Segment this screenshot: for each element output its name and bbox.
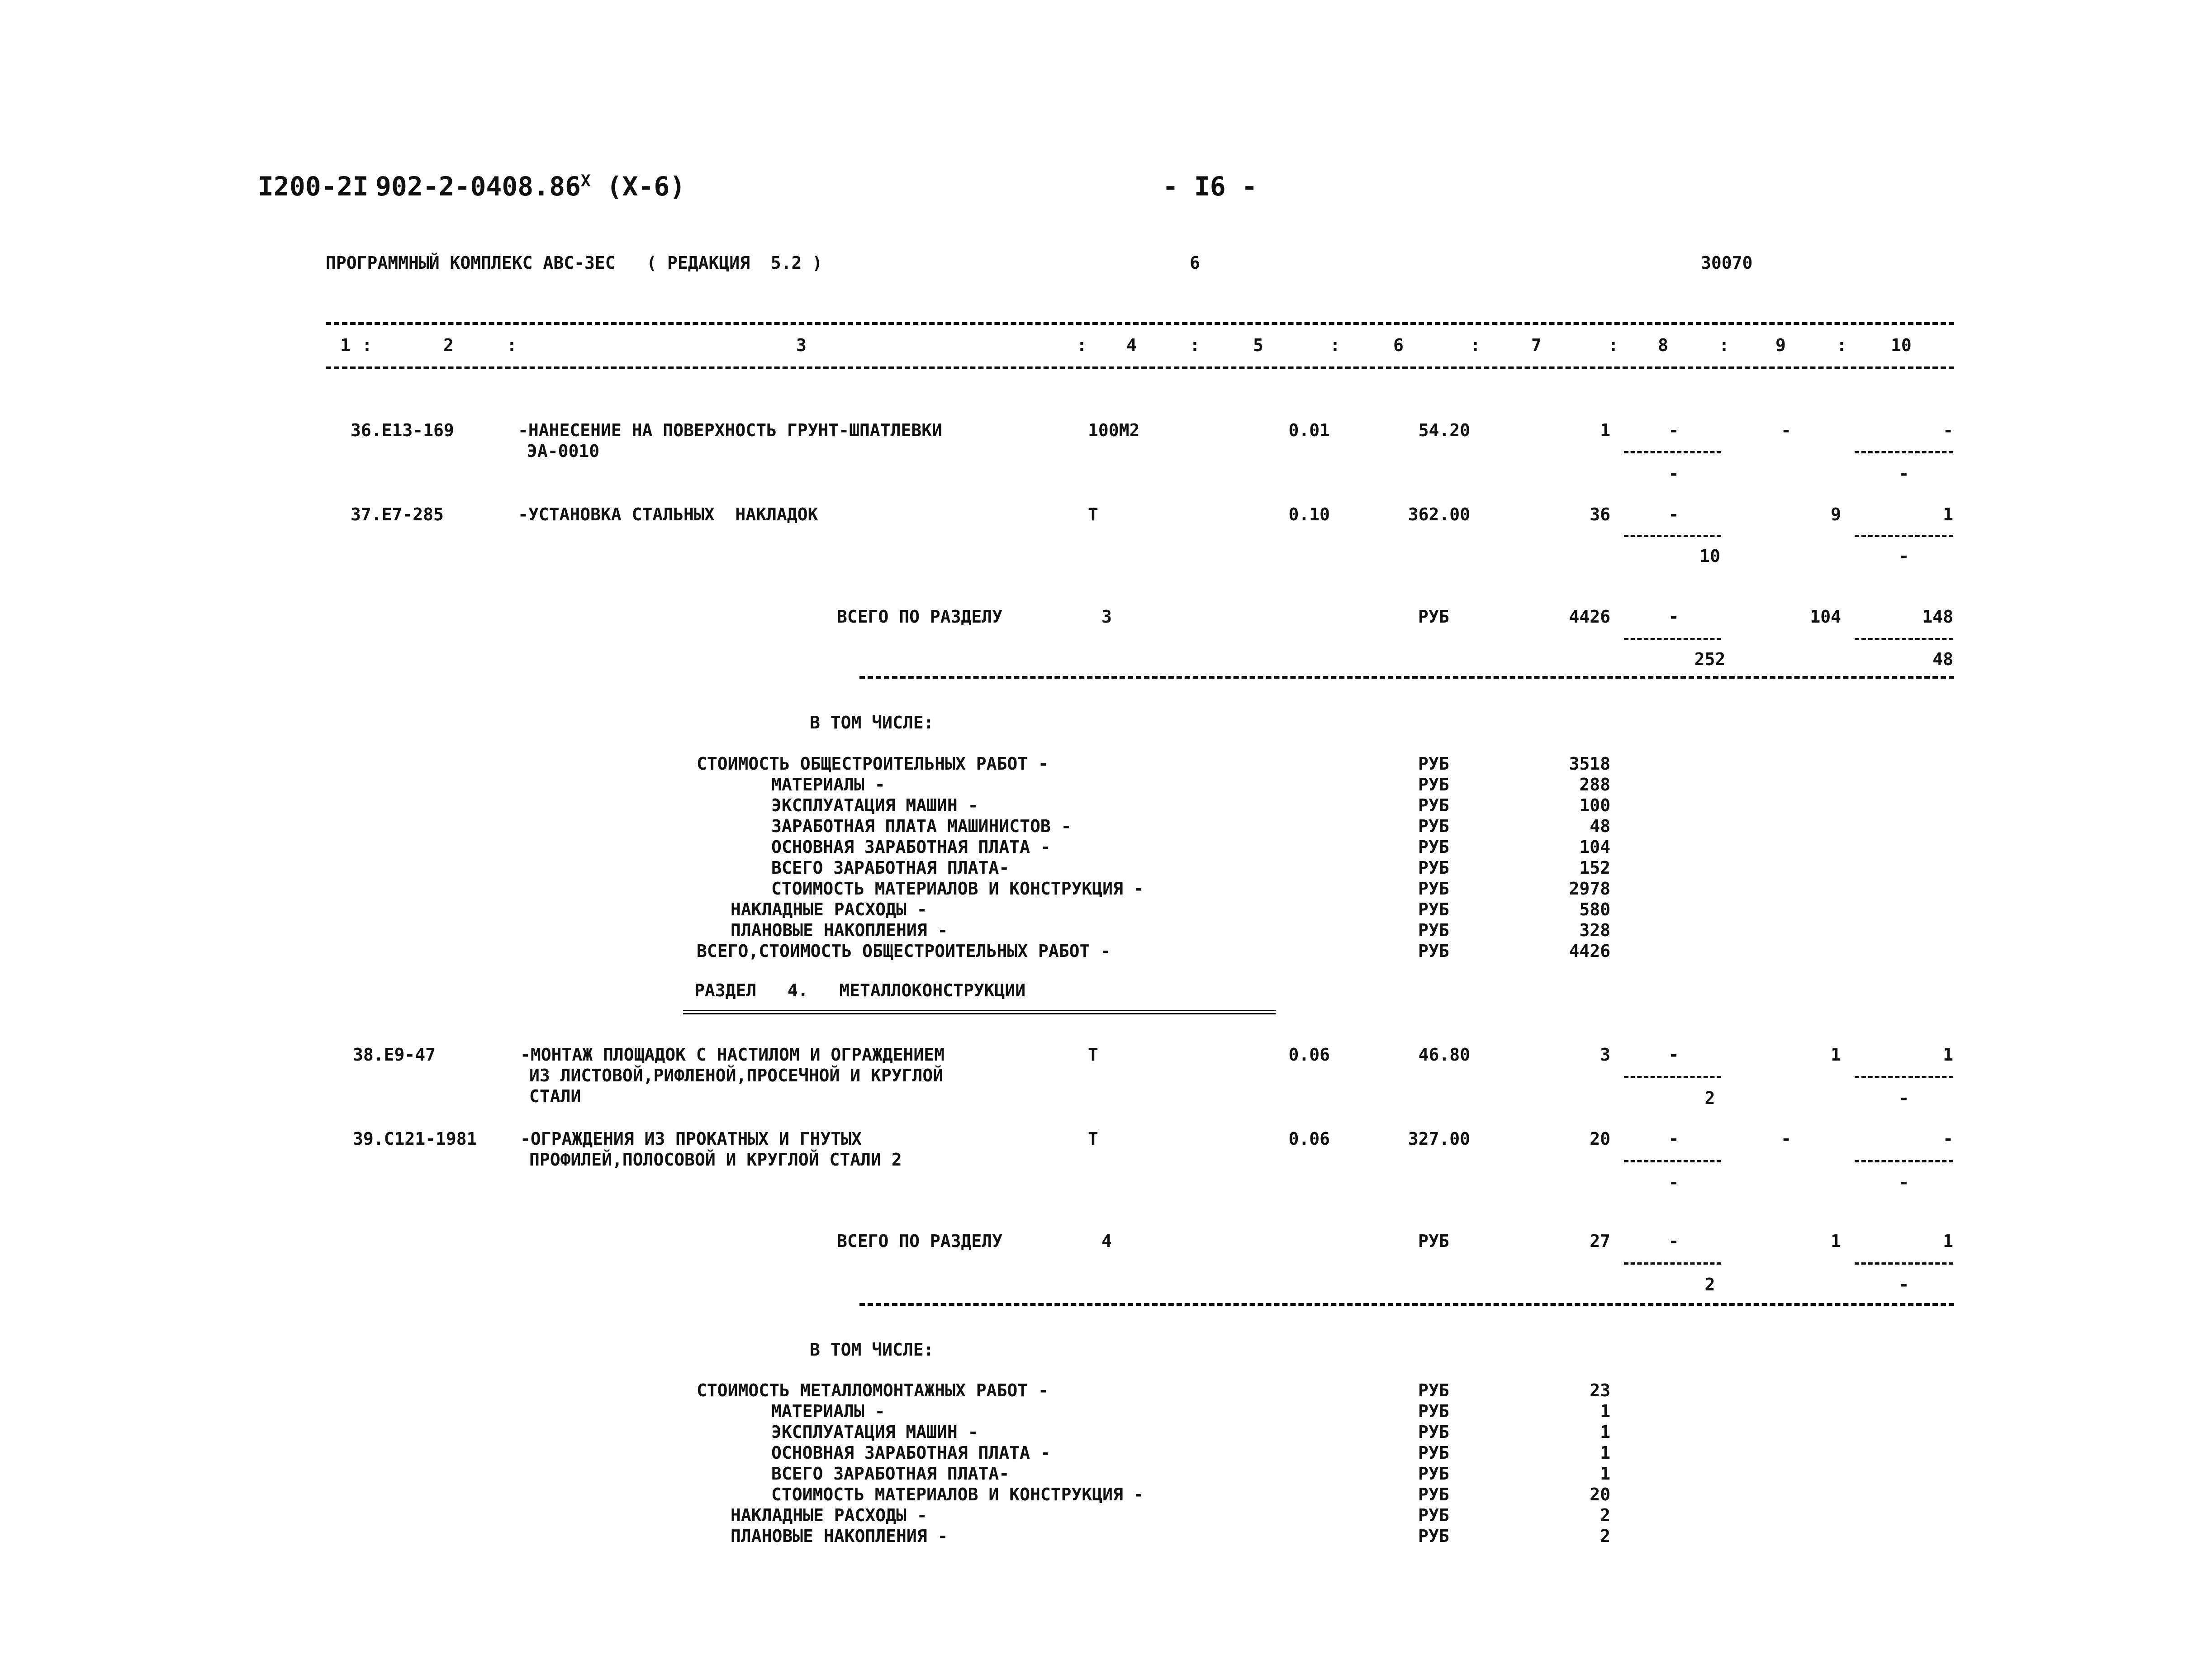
row-price: 54.20: [1418, 420, 1470, 440]
breakdown-unit: РУБ: [1418, 1422, 1449, 1442]
breakdown-label: ЭКСПЛУАТАЦИЯ МАШИН -: [771, 795, 978, 815]
breakdown-value: 23: [1590, 1380, 1610, 1400]
total-col10-divider: [1855, 638, 1953, 640]
program-code: 30070: [1701, 253, 1753, 273]
breakdown-value: 1: [1600, 1443, 1610, 1463]
including-label: В ТОМ ЧИСЛЕ:: [810, 713, 934, 733]
total-col9: 104: [1810, 607, 1841, 627]
breakdown-label: ВСЕГО,СТОИМОСТЬ ОБЩЕСТРОИТЕЛЬНЫХ РАБОТ -: [697, 941, 1111, 961]
row-qty: 0.10: [1288, 504, 1330, 524]
breakdown-label: ВСЕГО ЗАРАБОТНАЯ ПЛАТА-: [771, 858, 1010, 878]
row-col8-divider: [1624, 1076, 1721, 1078]
row-price: 46.80: [1418, 1045, 1470, 1065]
col-2: 2: [443, 335, 454, 355]
breakdown-label: МАТЕРИАЛЫ -: [771, 775, 885, 795]
col-1: 1: [340, 335, 351, 355]
breakdown-label: МАТЕРИАЛЫ -: [771, 1401, 885, 1421]
breakdown-value: 100: [1579, 795, 1610, 815]
breakdown-label: ПЛАНОВЫЕ НАКОПЛЕНИЯ -: [731, 1526, 948, 1546]
col-sep: :: [1837, 335, 1847, 355]
row-col9: 9: [1831, 504, 1841, 524]
row-col10-bottom: -: [1899, 546, 1909, 566]
total-col8-bottom: 2: [1704, 1275, 1715, 1294]
row-col10-bottom: -: [1899, 464, 1909, 484]
total-col10-bottom: -: [1899, 1275, 1909, 1294]
col-5: 5: [1253, 335, 1263, 355]
doc-number: [375, 171, 685, 202]
row-col10-top: -: [1943, 1129, 1953, 1149]
row-col10-top: -: [1943, 420, 1953, 440]
breakdown-label: ПЛАНОВЫЕ НАКОПЛЕНИЯ -: [731, 920, 948, 940]
row-col7: 1: [1600, 420, 1610, 440]
total-col8-divider: [1624, 638, 1721, 640]
row-col8-bottom: -: [1668, 464, 1679, 484]
row-col10-divider: [1855, 1076, 1953, 1078]
row-price: 327.00: [1408, 1129, 1470, 1149]
breakdown-value: 3518: [1569, 754, 1610, 774]
row-description: -УСТАНОВКА СТАЛЬНЫХ НАКЛАДОК: [518, 504, 818, 524]
breakdown-value: 48: [1590, 816, 1610, 836]
row-qty: 0.06: [1288, 1045, 1330, 1065]
breakdown-label: СТОИМОСТЬ МЕТАЛЛОМОНТАЖНЫХ РАБОТ -: [697, 1380, 1049, 1400]
breakdown-unit: РУБ: [1418, 920, 1449, 940]
breakdown-label: ЭКСПЛУАТАЦИЯ МАШИН -: [771, 1422, 978, 1442]
row-description-cont: ЭА-0010: [527, 441, 600, 461]
row-col10-top: 1: [1943, 1045, 1953, 1065]
row-col8-divider: [1624, 535, 1721, 537]
row-col8-top: -: [1668, 1129, 1679, 1149]
row-number: 37.Е7-285: [351, 504, 444, 524]
breakdown-label: СТОИМОСТЬ МАТЕРИАЛОВ И КОНСТРУКЦИЯ -: [771, 879, 1144, 899]
breakdown-label: ВСЕГО ЗАРАБОТНАЯ ПЛАТА-: [771, 1464, 1010, 1484]
program-sheet: 6: [1190, 253, 1200, 273]
breakdown-label: НАКЛАДНЫЕ РАСХОДЫ -: [731, 1505, 927, 1525]
breakdown-value: 20: [1590, 1485, 1610, 1504]
row-col8-divider: [1624, 1160, 1721, 1162]
row-col7: 3: [1600, 1045, 1610, 1065]
breakdown-unit: РУБ: [1418, 754, 1449, 774]
col-sep: :: [1077, 335, 1087, 355]
total-col8-bottom: 252: [1694, 649, 1726, 669]
col-sep: :: [1330, 335, 1340, 355]
section-title-underline: [683, 1010, 1276, 1014]
col-sep: :: [1608, 335, 1619, 355]
breakdown-value: 328: [1579, 920, 1610, 940]
row-unit: Т: [1088, 504, 1098, 524]
breakdown-label: ЗАРАБОТНАЯ ПЛАТА МАШИНИСТОВ -: [771, 816, 1072, 836]
row-col10-top: 1: [1943, 504, 1953, 524]
row-col8-top: -: [1668, 420, 1679, 440]
breakdown-label: СТОИМОСТЬ МАТЕРИАЛОВ И КОНСТРУКЦИЯ -: [771, 1485, 1144, 1504]
row-number: 38.Е9-47: [353, 1045, 436, 1065]
breakdown-value: 288: [1579, 775, 1610, 795]
col-9: 9: [1775, 335, 1786, 355]
total-unit: РУБ: [1418, 1231, 1449, 1251]
breakdown-unit: РУБ: [1418, 1505, 1449, 1525]
col-6: 6: [1393, 335, 1404, 355]
row-description-cont: ПРОФИЛЕЙ,ПОЛОСОВОЙ И КРУГЛОЙ СТАЛИ 2: [529, 1150, 902, 1170]
row-description-cont: ИЗ ЛИСТОВОЙ,РИФЛЕНОЙ,ПРОСЕЧНОЙ И КРУГЛОЙ: [529, 1066, 944, 1085]
row-col8-bottom: -: [1668, 1172, 1679, 1192]
row-col10-bottom: -: [1899, 1088, 1909, 1108]
breakdown-label: ОСНОВНАЯ ЗАРАБОТНАЯ ПЛАТА -: [771, 1443, 1051, 1463]
breakdown-unit: РУБ: [1418, 1526, 1449, 1546]
row-col8-bottom: 2: [1704, 1088, 1715, 1108]
breakdown-label: НАКЛАДНЫЕ РАСХОДЫ -: [731, 899, 927, 919]
doc-number-main: 902-2-0408.86: [375, 171, 581, 202]
breakdown-value: 4426: [1569, 941, 1610, 961]
col-3: 3: [796, 335, 807, 355]
row-description: -МОНТАЖ ПЛОЩАДОК С НАСТИЛОМ И ОГРАЖДЕНИЕМ: [520, 1045, 945, 1065]
section-title: РАЗДЕЛ 4. МЕТАЛЛОКОНСТРУКЦИИ: [694, 980, 1026, 1000]
breakdown-value: 2: [1600, 1505, 1610, 1525]
row-col10-divider: [1855, 535, 1953, 537]
total-rule: [859, 676, 1954, 679]
breakdown-unit: РУБ: [1418, 1401, 1449, 1421]
including-label: В ТОМ ЧИСЛЕ:: [810, 1340, 934, 1360]
total-col10-bottom: 48: [1932, 649, 1953, 669]
breakdown-unit: РУБ: [1418, 1443, 1449, 1463]
col-7: 7: [1531, 335, 1542, 355]
row-col7: 20: [1590, 1129, 1610, 1149]
header-rule-bottom: [326, 366, 1954, 369]
breakdown-unit: РУБ: [1418, 941, 1449, 961]
breakdown-unit: РУБ: [1418, 775, 1449, 795]
breakdown-unit: РУБ: [1418, 879, 1449, 899]
total-col10-top: 1: [1943, 1231, 1953, 1251]
row-description: -НАНЕСЕНИЕ НА ПОВЕРХНОСТЬ ГРУНТ-ШПАТЛЕВКИ: [518, 420, 942, 440]
program-name: ПРОГРАММНЫЙ КОМПЛЕКС АВС-3ЕС ( РЕДАКЦИЯ 5.2 ): [326, 253, 823, 273]
total-col10-top: 148: [1922, 607, 1953, 627]
breakdown-value: 580: [1579, 899, 1610, 919]
row-number: 39.С121-1981: [353, 1129, 477, 1149]
row-col9: -: [1781, 420, 1791, 440]
row-col10-divider: [1855, 1160, 1953, 1162]
col-sep: :: [507, 335, 517, 355]
page-code: I200-2I: [258, 171, 369, 202]
total-unit: РУБ: [1418, 607, 1449, 627]
total-col8-top: -: [1668, 1231, 1679, 1251]
breakdown-value: 104: [1579, 837, 1610, 857]
breakdown-label: СТОИМОСТЬ ОБЩЕСТРОИТЕЛЬНЫХ РАБОТ -: [697, 754, 1049, 774]
page-number: - I6 -: [1163, 171, 1258, 202]
row-qty: 0.06: [1288, 1129, 1330, 1149]
breakdown-value: 1: [1600, 1422, 1610, 1442]
row-number: 36.Е13-169: [351, 420, 454, 440]
col-sep: :: [1190, 335, 1200, 355]
breakdown-unit: РУБ: [1418, 858, 1449, 878]
row-col10-divider: [1855, 451, 1953, 453]
col-sep: :: [362, 335, 372, 355]
row-col9: -: [1781, 1129, 1791, 1149]
breakdown-value: 2: [1600, 1526, 1610, 1546]
col-10: 10: [1891, 335, 1912, 355]
breakdown-unit: РУБ: [1418, 837, 1449, 857]
breakdown-value: 1: [1600, 1401, 1610, 1421]
col-sep: :: [1719, 335, 1729, 355]
row-col10-bottom: -: [1899, 1172, 1909, 1192]
breakdown-value: 2978: [1569, 879, 1610, 899]
col-8: 8: [1658, 335, 1668, 355]
header-rule-top: [326, 322, 1954, 325]
total-col10-divider: [1855, 1262, 1953, 1265]
row-col8-top: -: [1668, 1045, 1679, 1065]
doc-superscript: X: [580, 171, 591, 190]
row-col8-bottom: 10: [1699, 546, 1720, 566]
total-label: ВСЕГО ПО РАЗДЕЛУ: [837, 1231, 1003, 1251]
total-col7: 4426: [1569, 607, 1610, 627]
total-col8-divider: [1624, 1262, 1721, 1265]
total-label: ВСЕГО ПО РАЗДЕЛУ: [837, 607, 1003, 627]
breakdown-label: ОСНОВНАЯ ЗАРАБОТНАЯ ПЛАТА -: [771, 837, 1051, 857]
total-col7: 27: [1590, 1231, 1610, 1251]
row-qty: 0.01: [1288, 420, 1330, 440]
row-price: 362.00: [1408, 504, 1470, 524]
row-col7: 36: [1590, 504, 1610, 524]
row-col9: 1: [1831, 1045, 1841, 1065]
total-col8-top: -: [1668, 607, 1679, 627]
total-col9: 1: [1831, 1231, 1841, 1251]
breakdown-unit: РУБ: [1418, 816, 1449, 836]
row-unit: Т: [1088, 1045, 1098, 1065]
breakdown-unit: РУБ: [1418, 1464, 1449, 1484]
total-section: 4: [1101, 1231, 1112, 1251]
breakdown-value: 1: [1600, 1464, 1610, 1484]
breakdown-unit: РУБ: [1418, 899, 1449, 919]
row-description: -ОГРАЖДЕНИЯ ИЗ ПРОКАТНЫХ И ГНУТЫХ: [520, 1129, 862, 1149]
row-unit: Т: [1088, 1129, 1098, 1149]
breakdown-unit: РУБ: [1418, 1485, 1449, 1504]
breakdown-value: 152: [1579, 858, 1610, 878]
row-unit: 100М2: [1088, 420, 1140, 440]
row-col8-divider: [1624, 451, 1721, 453]
breakdown-unit: РУБ: [1418, 795, 1449, 815]
total-section: 3: [1101, 607, 1112, 627]
breakdown-unit: РУБ: [1418, 1380, 1449, 1400]
col-sep: :: [1470, 335, 1481, 355]
row-col8-top: -: [1668, 504, 1679, 524]
total-rule: [859, 1303, 1954, 1306]
doc-suffix: (X-6): [606, 171, 686, 202]
col-4: 4: [1126, 335, 1137, 355]
row-description-cont: СТАЛИ: [529, 1086, 581, 1106]
